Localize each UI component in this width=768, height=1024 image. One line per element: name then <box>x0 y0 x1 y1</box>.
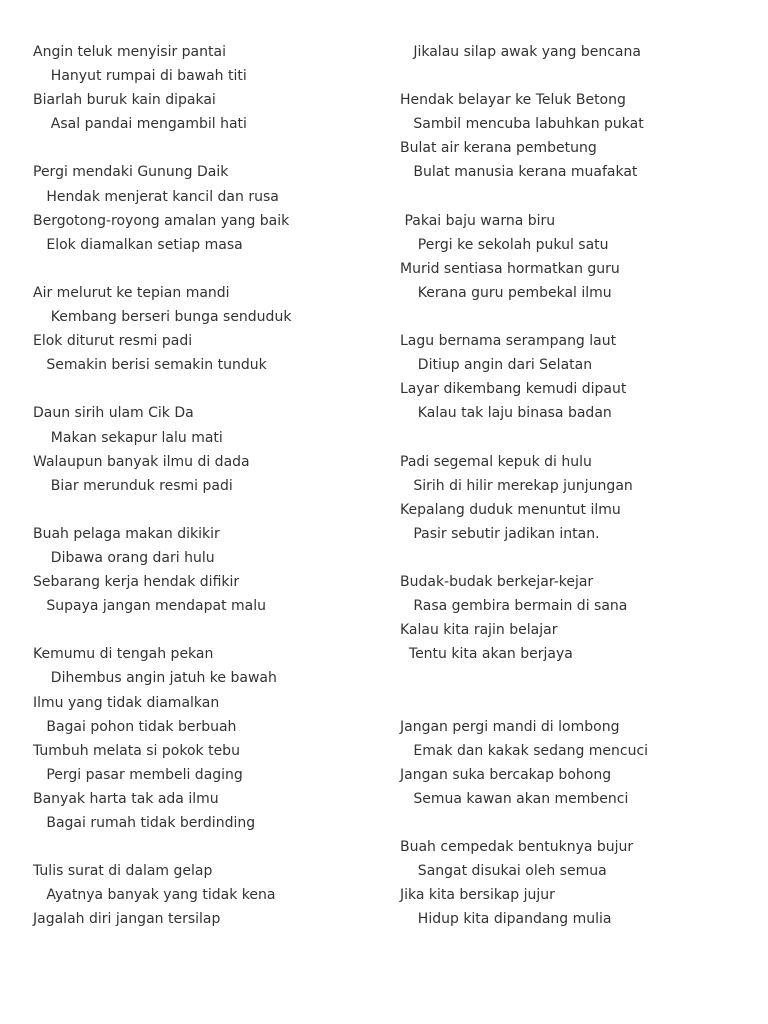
poem-line: Pakai baju warna biru <box>400 212 556 229</box>
poem-line: Asal pandai mengambil hati <box>33 116 247 133</box>
blank-line <box>400 185 750 209</box>
poem-line: Ayatnya banyak yang tidak kena <box>33 887 276 904</box>
blank-line <box>33 136 383 160</box>
poem-line: Kembang berseri bunga senduduk <box>33 309 292 326</box>
blank-line <box>33 618 383 642</box>
poem-line: Elok diamalkan setiap masa <box>33 236 243 253</box>
poem-line: Banyak harta tak ada ilmu <box>33 790 219 807</box>
poem-line: Padi segemal kepuk di hulu <box>400 453 592 470</box>
poem-line: Dihembus angin jatuh ke bawah <box>33 670 277 687</box>
poem-line: Tentu kita akan berjaya <box>400 646 573 663</box>
poem-line: Hidup kita dipandang mulia <box>400 911 612 928</box>
poem-line: Kemumu di tengah pekan <box>33 646 214 663</box>
blank-line <box>400 546 750 570</box>
blank-line <box>33 835 383 859</box>
poem-line: Tumbuh melata si pokok tebu <box>33 742 240 759</box>
poem-line: Jika kita bersikap jujur <box>400 887 555 904</box>
poem-line: Jangan suka bercakap bohong <box>400 766 612 783</box>
poem-line: Budak-budak berkejar-kejar <box>400 574 594 591</box>
blank-line <box>400 305 750 329</box>
poem-line: Semakin berisi semakin tunduk <box>33 357 267 374</box>
blank-line <box>33 377 383 401</box>
poem-line: Emak dan kakak sedang mencuci <box>400 742 649 759</box>
poem-line: Tulis surat di dalam gelap <box>33 863 213 880</box>
poem-line: Pergi mendaki Gunung Daik <box>33 164 229 181</box>
blank-line <box>400 666 750 690</box>
left-column <box>33 40 383 931</box>
poem-line: Walaupun banyak ilmu di dada <box>33 453 250 470</box>
poem-line: Sambil mencuba labuhkan pukat <box>400 116 644 133</box>
poem-line: Semua kawan akan membenci <box>400 790 629 807</box>
poem-line: Jikalau silap awak yang bencana <box>400 44 641 60</box>
poem-line: Hendak menjerat kancil dan rusa <box>33 188 279 205</box>
blank-line <box>33 498 383 522</box>
poem-line: Bulat air kerana pembetung <box>400 140 597 157</box>
poem-line: Makan sekapur lalu mati <box>33 429 223 446</box>
poem-line: Pasir sebutir jadikan intan. <box>400 525 600 542</box>
poem-line: Kalau tak laju binasa badan <box>400 405 612 422</box>
poem-line: Pergi pasar membeli daging <box>33 766 243 783</box>
poem-line: Hendak belayar ke Teluk Betong <box>400 92 626 109</box>
poem-line: Bergotong-royong amalan yang baik <box>33 212 290 229</box>
blank-line <box>400 811 750 835</box>
poem-line: Jangan pergi mandi di lombong <box>400 718 620 735</box>
poem-line: Supaya jangan mendapat malu <box>33 598 266 615</box>
poem-line: Ilmu yang tidak diamalkan <box>33 694 220 711</box>
poem-line: Murid sentiasa hormatkan guru <box>400 260 620 277</box>
poem-line: Sebarang kerja hendak difikir <box>33 574 240 591</box>
poem-line: Bagai rumah tidak berdinding <box>33 815 256 831</box>
poem-line: Jagalah diri jangan tersilap <box>33 911 221 928</box>
poem-line: Biar merunduk resmi padi <box>33 477 233 494</box>
poem-line: Air melurut ke tepian mandi <box>33 284 230 301</box>
blank-line <box>33 257 383 281</box>
poem-line: Pergi ke sekolah pukul satu <box>400 236 609 253</box>
blank-line <box>400 426 750 450</box>
poem-line: Rasa gembira bermain di sana <box>400 598 628 615</box>
poem-line: Bulat manusia kerana muafakat <box>400 164 638 181</box>
poem-line: Sangat disukai oleh semua <box>400 863 607 880</box>
poem-line: Hanyut rumpai di bawah titi <box>33 68 247 85</box>
poem-line: Dibawa orang dari hulu <box>33 549 215 566</box>
poem-line: Bagai pohon tidak berbuah <box>33 718 237 735</box>
poem-line: Angin teluk menyisir pantai <box>33 44 226 60</box>
poem-line: Biarlah buruk kain dipakai <box>33 92 216 109</box>
poem-line: Sirih di hilir merekap junjungan <box>400 477 633 494</box>
right-column <box>400 40 750 931</box>
poem-line: Kerana guru pembekal ilmu <box>400 284 612 301</box>
poem-line: Elok diturut resmi padi <box>33 333 193 350</box>
poem-line: Lagu bernama serampang laut <box>400 333 617 350</box>
poem-line: Kepalang duduk menuntut ilmu <box>400 501 621 518</box>
poem-line: Kalau kita rajin belajar <box>400 622 558 639</box>
poem-line: Ditiup angin dari Selatan <box>400 357 593 374</box>
poem-line: Buah cempedak bentuknya bujur <box>400 839 634 856</box>
poem-line: Buah pelaga makan dikikir <box>33 525 220 542</box>
poem-line: Layar dikembang kemudi dipaut <box>400 381 627 398</box>
blank-line <box>400 691 750 715</box>
poem-line: Daun sirih ulam Cik Da <box>33 405 194 422</box>
blank-line <box>400 64 750 88</box>
